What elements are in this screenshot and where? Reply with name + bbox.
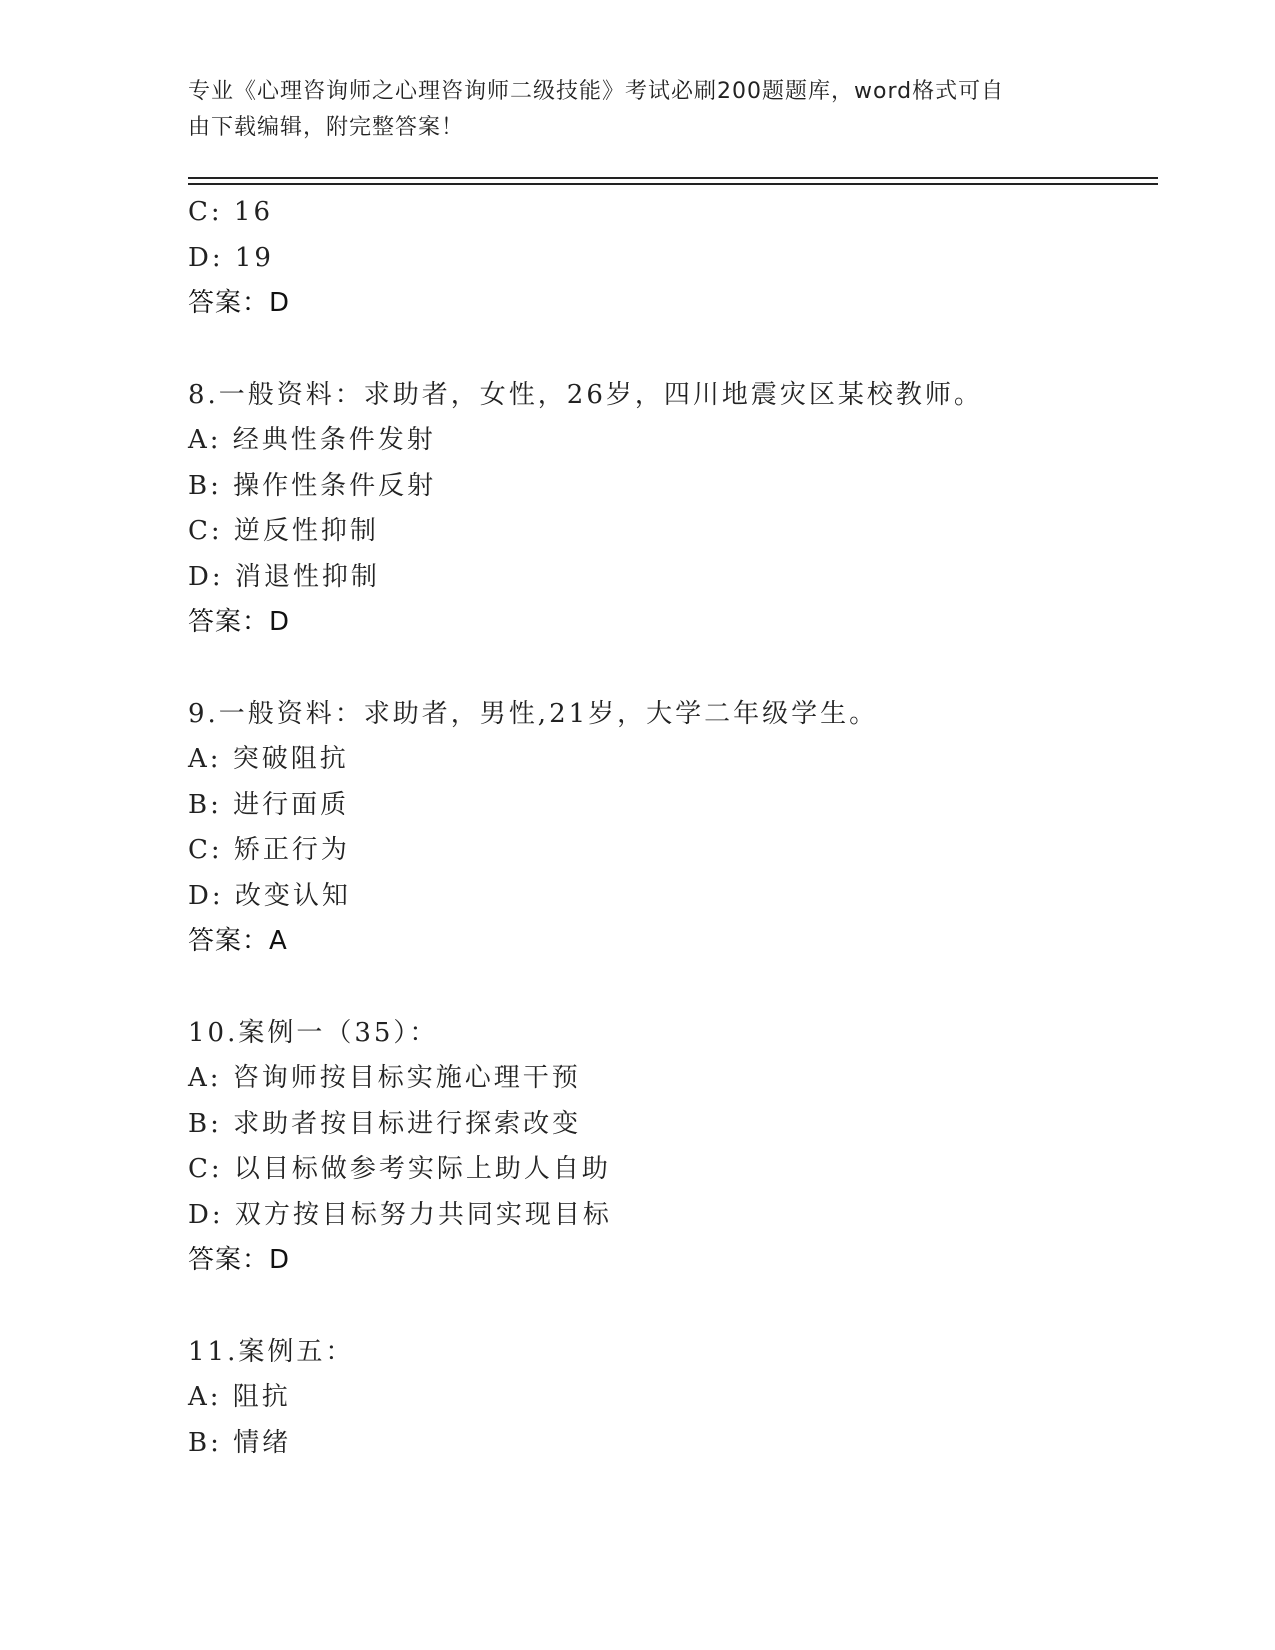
question-continued <box>188 190 1148 327</box>
spacer <box>188 327 1148 373</box>
option-d: D: 改变认知 <box>188 880 351 911</box>
option-b: B: 情绪 <box>188 1427 292 1458</box>
option-d: D: 19 <box>188 242 274 273</box>
option-d: D: 消退性抑制 <box>188 561 380 592</box>
option-c: C: 逆反性抑制 <box>188 516 379 546</box>
option-a: A: 咨询师按目标实施心理干预 <box>188 1063 581 1093</box>
question-list <box>188 190 1148 1466</box>
header-line-2: 由下载编辑，附完整答案！ <box>188 115 465 140</box>
answer-line: 答案：A <box>188 926 288 956</box>
spacer <box>188 965 1148 1011</box>
question-item <box>188 1011 1148 1284</box>
answer-line: 答案：D <box>188 288 291 318</box>
option-a: A: 经典性条件发射 <box>188 425 436 455</box>
option-b: B: 求助者按目标进行探索改变 <box>188 1108 582 1139</box>
question-stem: 9.一般资料：求助者，男性,21岁，大学二年级学生。 <box>188 698 879 729</box>
option-c: C: 矫正行为 <box>188 835 350 865</box>
question-item <box>188 1330 1148 1467</box>
question-item <box>188 692 1148 965</box>
answer-line: 答案：D <box>188 607 291 637</box>
spacer <box>188 646 1148 692</box>
option-b: B: 进行面质 <box>188 789 350 820</box>
header-divider-bottom <box>188 183 1158 185</box>
option-b: B: 操作性条件反射 <box>188 470 437 501</box>
option-a: A: 阻抗 <box>188 1382 291 1412</box>
answer-line: 答案：D <box>188 1245 291 1275</box>
option-c: C: 以目标做参考实际上助人自助 <box>188 1154 611 1184</box>
option-d: D: 双方按目标努力共同实现目标 <box>188 1199 612 1230</box>
question-stem: 11.案例五： <box>188 1336 355 1367</box>
question-stem: 10.案例一（35）： <box>188 1017 439 1048</box>
question-item <box>188 373 1148 646</box>
option-c: C: 16 <box>188 197 274 227</box>
option-a: A: 突破阻抗 <box>188 744 349 774</box>
header-divider-top <box>188 177 1158 179</box>
document-header <box>188 74 1068 146</box>
spacer <box>188 1284 1148 1330</box>
header-line-1: 专业《心理咨询师之心理咨询师二级技能》考试必刷200题题库，word格式可自 <box>188 79 1005 104</box>
question-stem: 8.一般资料：求助者，女性，26岁，四川地震灾区某校教师。 <box>188 379 983 410</box>
